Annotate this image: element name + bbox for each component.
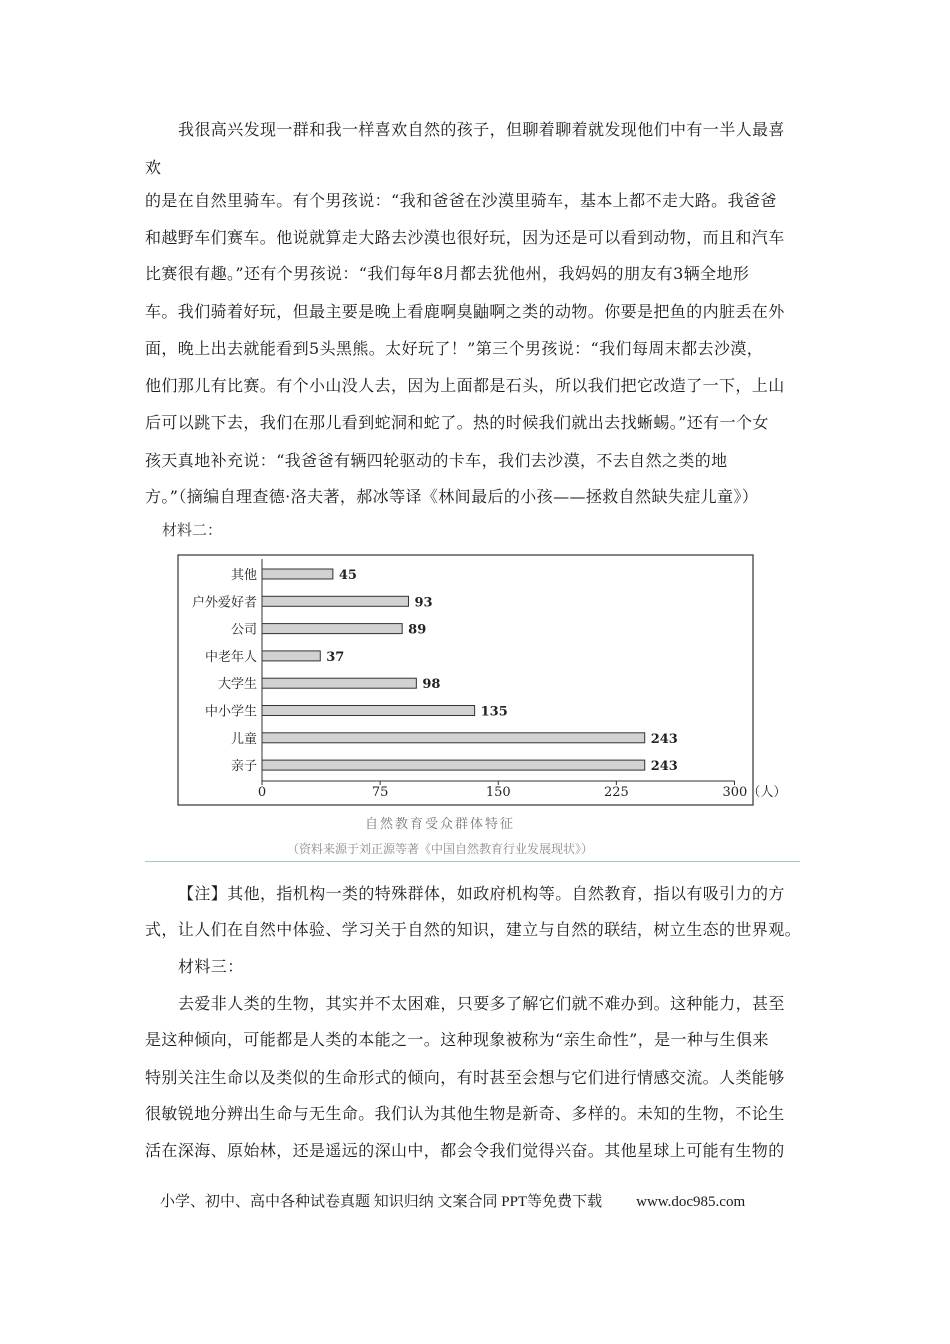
category-label: 公司	[230, 622, 257, 638]
passage1-line: 面，晚上出去就能看到5头黑熊。太好玩了！”第三个男孩说：“我们每周末都去沙漠，	[145, 339, 764, 358]
passage1-line: 欢	[145, 158, 162, 177]
bar	[262, 624, 402, 634]
audience-chart	[145, 545, 787, 865]
category-label: 中小学生	[204, 704, 257, 720]
bar	[262, 733, 645, 743]
passage1-line: 的是在自然里骑车。有个男孩说：“我和爸爸在沙漠里骑车，基本上都不走大路。我爸爸	[145, 191, 777, 210]
x-tick-label: 225	[603, 785, 629, 800]
data-label: 135	[480, 704, 508, 720]
category-label: 大学生	[217, 677, 257, 693]
footer-text: 小学、初中、高中各种试卷真题 知识归纳 文案合同 PPT等免费下载	[160, 1194, 603, 1210]
category-label: 其他	[230, 568, 257, 583]
chart-source: （资料来源于刘正源等著《中国自然教育行业发展现状》）	[286, 842, 594, 856]
bar	[262, 569, 333, 579]
passage1-line: 比赛很有趣。”还有个男孩说：“我们每年8月都去犹他州，我妈妈的朋友有3辆全地形	[145, 264, 750, 283]
passage1-line: 和越野车们赛车。他说就算走大路去沙漠也很好玩，因为还是可以看到动物，而且和汽车	[145, 228, 785, 247]
bar	[262, 706, 475, 716]
passage3-line: 特别关注生命以及类似的生命形式的倾向，有时甚至会想与它们进行情感交流。人类能够	[145, 1068, 785, 1087]
chart-title: 自然教育受众群体特征	[364, 817, 516, 832]
data-label: 93	[414, 595, 433, 611]
data-label: 243	[650, 731, 678, 747]
passage1-line: 后可以跳下去，我们在那儿看到蛇洞和蛇了。热的时候我们就出去找蜥蜴。”还有一个女	[145, 413, 769, 432]
footer-url[interactable]: www.doc985.com	[636, 1194, 746, 1210]
note-line: 式，让人们在自然中体验、学习关于自然的知识，建立与自然的联结，树立生态的世界观。	[145, 920, 802, 939]
category-label: 中老年人	[204, 649, 257, 665]
passage3-line: 去爱非人类的生物，其实并不太困难，只要多了解它们就不难办到。这种能力，甚至	[178, 994, 785, 1013]
note-line: 【注】其他，指机构一类的特殊群体，如政府机构等。自然教育，指以有吸引力的方	[178, 884, 785, 903]
data-label: 89	[408, 622, 427, 638]
data-label: 98	[422, 677, 441, 693]
passage1-line: 我很高兴发现一群和我一样喜欢自然的孩子，但聊着聊着就发现他们中有一半人最喜	[178, 120, 785, 139]
footer	[160, 1190, 745, 1211]
material3-label: 材料三：	[178, 957, 244, 976]
bar	[262, 651, 320, 661]
passage1-line: 方。”（摘编自理查德·洛夫著，郝冰等译《林间最后的小孩——拯救自然缺失症儿童》）	[145, 487, 759, 506]
material2-label: 材料二：	[162, 521, 223, 539]
bar	[262, 596, 408, 606]
x-tick-label: 0	[257, 785, 267, 800]
passage1-line: 他们那儿有比赛。有个小山没人去，因为上面都是石头，所以我们把它改造了一下，上山	[145, 376, 785, 395]
category-label: 亲子	[230, 759, 257, 775]
audience-bar-chart	[145, 545, 787, 865]
data-label: 45	[338, 568, 357, 583]
x-tick-label: 300（人）	[722, 785, 787, 800]
bar	[262, 760, 645, 770]
passage3-line: 很敏锐地分辨出生命与无生命。我们认为其他生物是新奇、多样的。未知的生物，不论生	[145, 1104, 785, 1123]
category-label: 户外爱好者	[191, 595, 257, 611]
passage3-line: 活在深海、原始林，还是遥远的深山中，都会令我们觉得兴奋。其他星球上可能有生物的	[145, 1141, 785, 1160]
passage1-line: 孩天真地补充说：“我爸爸有辆四轮驱动的卡车，我们去沙漠，不去自然之类的地	[145, 451, 728, 470]
x-tick-label: 75	[371, 785, 389, 800]
passage1-line: 车。我们骑着好玩，但最主要是晚上看鹿啊臭鼬啊之类的动物。你要是把鱼的内脏丢在外	[145, 302, 785, 321]
bar	[262, 678, 416, 688]
category-label: 儿童	[230, 731, 257, 747]
x-tick-label: 150	[485, 785, 511, 800]
data-label: 243	[650, 759, 678, 775]
separator-line	[145, 861, 800, 862]
passage3-line: 是这种倾向，可能都是人类的本能之一。这种现象被称为“亲生命性”，是一种与生俱来	[145, 1030, 769, 1049]
data-label: 37	[326, 649, 345, 665]
